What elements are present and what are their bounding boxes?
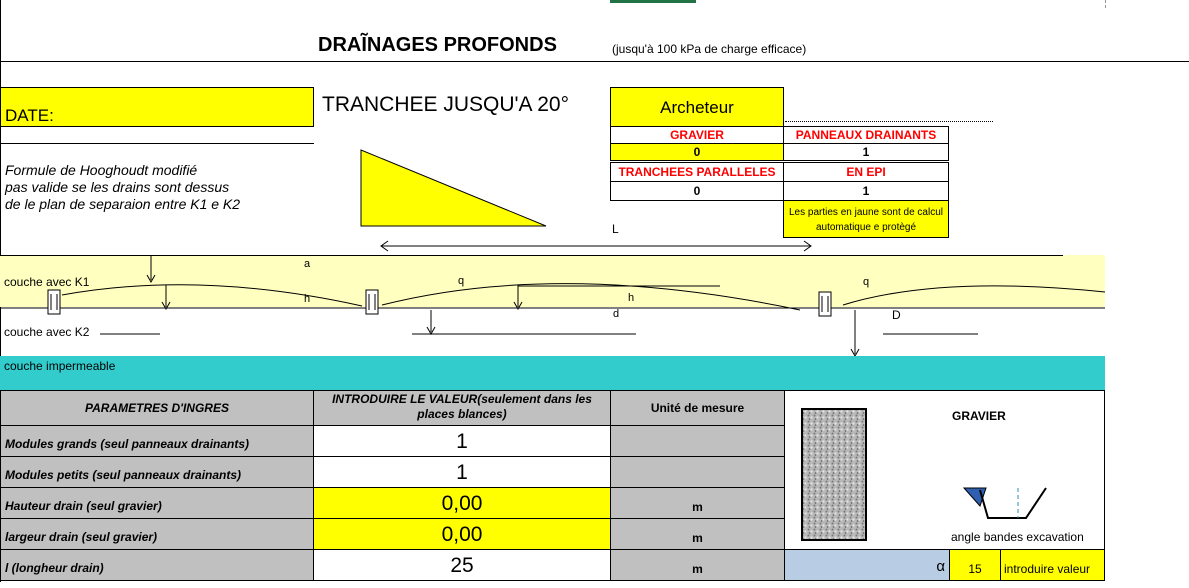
row-value-input[interactable]: 1	[313, 456, 611, 488]
header-parametres: PARAMETRES D'INGRES	[0, 390, 314, 426]
formula-note	[5, 162, 240, 213]
option-gravier: GRAVIER	[610, 126, 784, 144]
label-d: d	[613, 308, 620, 320]
alpha-cell	[784, 549, 950, 581]
label-D: D	[892, 308, 901, 322]
alpha-symbol: α	[936, 558, 945, 575]
active-cell-marker	[610, 0, 696, 3]
row-unit	[610, 425, 785, 457]
row-label: Hauteur drain (seul gravier)	[0, 487, 314, 519]
page-break-marker	[1105, 0, 1106, 8]
layer-impermeable	[0, 356, 1105, 390]
dotted-line	[785, 121, 993, 122]
angle-label: angle bandes excavation	[951, 530, 1084, 544]
row-unit: m	[610, 487, 785, 519]
tranchee-label: TRANCHEE JUSQU'A 20°	[322, 93, 569, 116]
label-q1: q	[458, 275, 465, 287]
row-label: l (longheur drain)	[0, 549, 314, 581]
row-value-input[interactable]: 25	[313, 549, 611, 581]
page-subtitle: (jusqu'à 100 kPa de charge efficace)	[612, 42, 807, 56]
label-a: a	[304, 258, 311, 270]
option-panneaux: PANNEAUX DRAINANTS	[783, 126, 949, 144]
gravier-panel-title: GRAVIER	[952, 409, 1006, 423]
page-title: DRAĨNAGES PROFONDS	[318, 34, 557, 56]
title-divider	[0, 61, 1189, 62]
tranchees-value[interactable]: 0	[610, 181, 784, 201]
row-label: Modules petits (seul panneaux drainants)	[0, 456, 314, 488]
layer-k2-label: couche avec K2	[4, 325, 90, 339]
excavation-angle-icon	[958, 482, 1050, 526]
row-value-input[interactable]: 0,00	[313, 487, 611, 519]
label-q2: q	[863, 276, 870, 288]
label-L: L	[612, 222, 619, 236]
option-en-epi: EN EPI	[783, 162, 949, 182]
drain-diagram	[0, 250, 1189, 360]
trench-slope-triangle	[358, 148, 550, 230]
alpha-input[interactable]: 15	[949, 549, 1001, 581]
gravel-image	[801, 408, 869, 543]
date-label: DATE:	[5, 106, 54, 125]
layer-k1-label: couche avec K1	[4, 275, 90, 289]
header-unite: Unité de mesure	[610, 390, 785, 426]
formula-line-2: pas valide se les drains sont dessus	[5, 179, 230, 195]
archeteur-cell: Archeteur	[610, 87, 784, 127]
auto-calc-note: Les parties en jaune sont de calcul automatique e protègé	[783, 200, 949, 238]
header-introduire: INTRODUIRE LE VALEUR(seulement dans les places blances)	[313, 390, 611, 426]
row-value-input[interactable]: 1	[313, 425, 611, 457]
row-unit: m	[610, 549, 785, 581]
formula-line-3: de le plan de separaion entre K1 e K2	[5, 196, 241, 212]
impermeable-label: couche impermeable	[4, 359, 116, 373]
panneaux-value[interactable]: 1	[783, 143, 949, 161]
row-unit	[610, 456, 785, 488]
option-tranchees: TRANCHEES PARALLELES	[610, 162, 784, 182]
gravier-value[interactable]: 0	[610, 143, 784, 161]
row-label: largeur drain (seul gravier)	[0, 518, 314, 550]
row-value-input[interactable]: 0,00	[313, 518, 611, 550]
en-epi-value[interactable]: 1	[783, 181, 949, 201]
date-bottom-border	[0, 143, 314, 144]
formula-line-1: Formule de Hooghoudt modifié	[5, 162, 198, 178]
label-h1: h	[304, 293, 311, 305]
label-h2: h	[628, 292, 635, 304]
row-unit: m	[610, 518, 785, 550]
row-label: Modules grands (seul panneaux drainants)	[0, 425, 314, 457]
introduire-valeur-note: introduire valeur	[1000, 549, 1105, 581]
date-cell[interactable]	[0, 87, 314, 127]
